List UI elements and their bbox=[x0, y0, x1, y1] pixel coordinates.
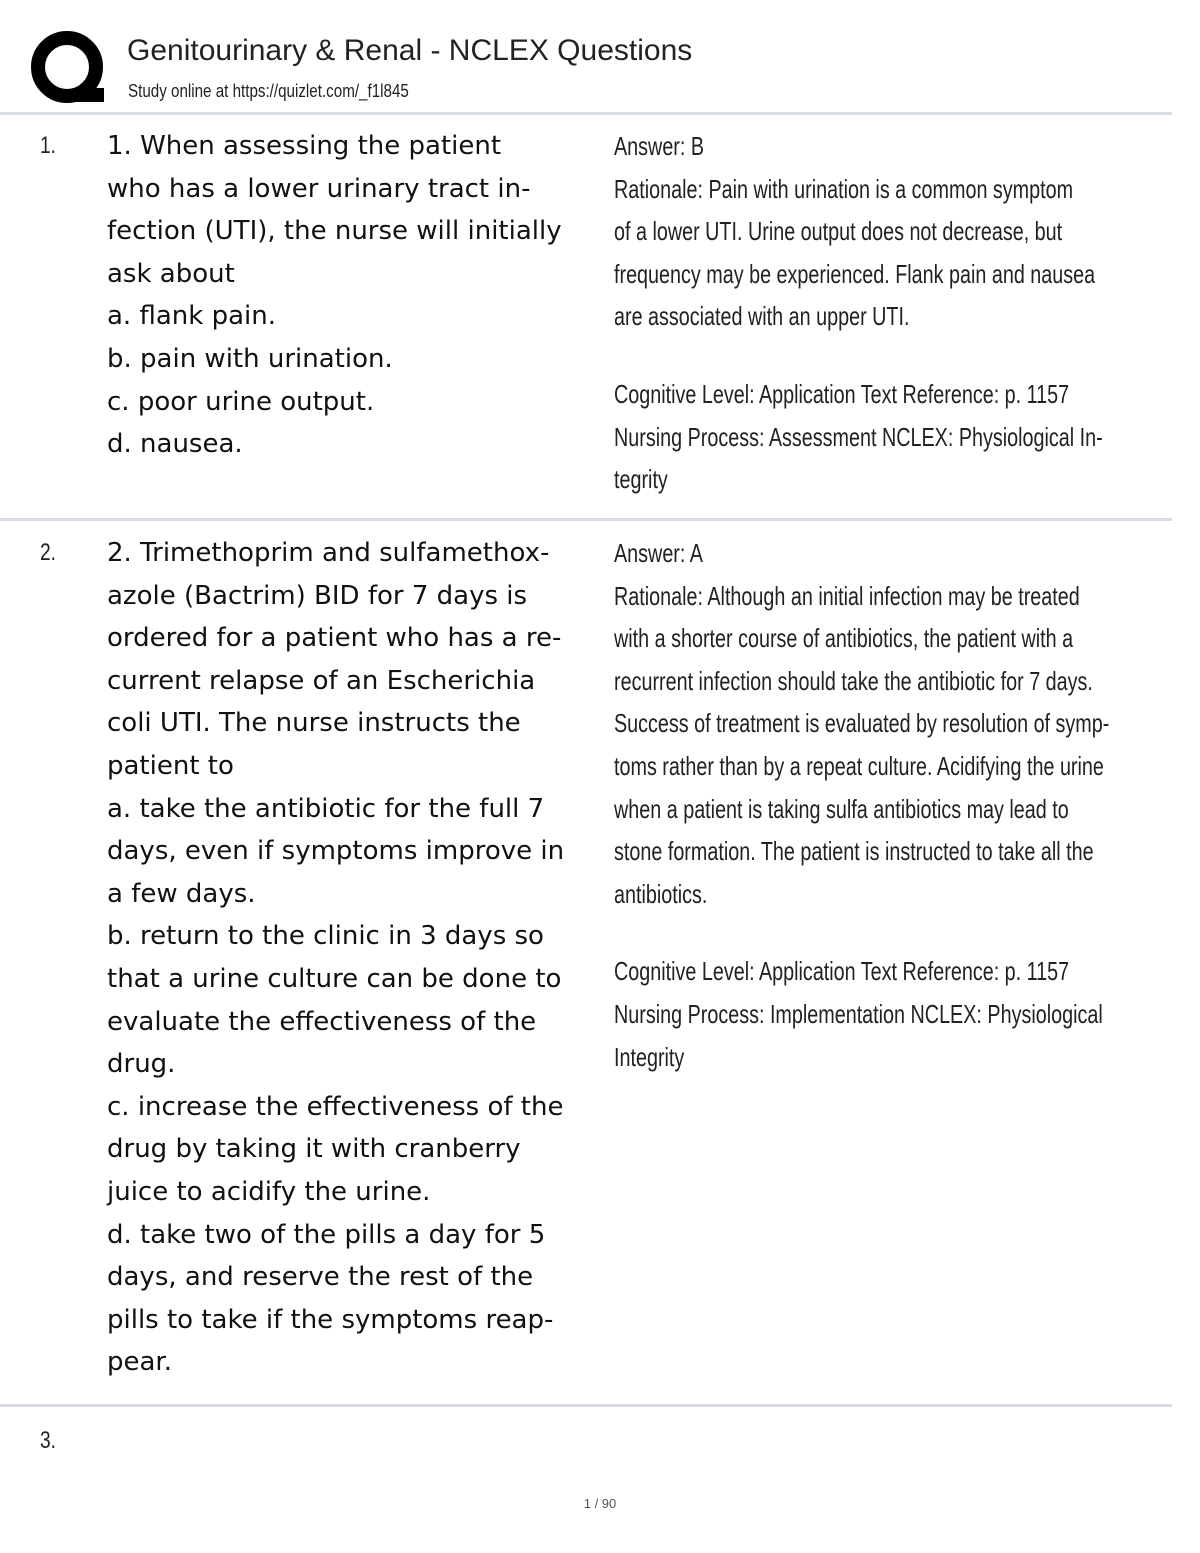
answer-section bbox=[614, 532, 1146, 1078]
text-line: b. pain with urination. bbox=[107, 343, 393, 374]
text-line: of a lower UTI. Urine output does not decrease, but bbox=[614, 216, 1063, 247]
reference-meta bbox=[614, 950, 1146, 1078]
question-text bbox=[107, 125, 612, 466]
text-line: recurrent infection should take the antibiotic for 7 days. bbox=[614, 665, 1093, 696]
text-line: Cognitive Level: Application Text Reference: p. 1157 bbox=[614, 956, 1070, 987]
text-line: Nursing Process: Assessment NCLEX: Physiological In- bbox=[614, 421, 1103, 452]
rationale-text bbox=[614, 575, 1146, 916]
text-line: azole (Bactrim) BID for 7 days is bbox=[107, 580, 528, 611]
quizlet-logo-icon bbox=[30, 30, 106, 106]
text-line: c. increase the effectiveness of the bbox=[107, 1091, 564, 1122]
text-line: d. take two of the pills a day for 5 bbox=[107, 1219, 546, 1250]
text-line: drug. bbox=[107, 1049, 176, 1080]
text-line: d. nausea. bbox=[107, 429, 243, 460]
text-line: stone formation. The patient is instructed to take all the bbox=[614, 836, 1094, 867]
text-line: ask about bbox=[107, 258, 235, 289]
text-line: Cognitive Level: Application Text Reference: p. 1157 bbox=[614, 378, 1070, 409]
reference-meta bbox=[614, 373, 1146, 501]
flashcard-2 bbox=[0, 532, 1200, 1392]
answer-section bbox=[614, 125, 1146, 501]
text-line: patient to bbox=[107, 750, 234, 781]
divider bbox=[0, 518, 1172, 521]
flashcard-3 bbox=[0, 1420, 1200, 1470]
text-line: current relapse of an Escherichia bbox=[107, 665, 536, 696]
text-line: are associated with an upper UTI. bbox=[614, 301, 910, 332]
text-line: Integrity bbox=[614, 1041, 685, 1072]
text-line: a. flank pain. bbox=[107, 301, 276, 332]
text-line: pear. bbox=[107, 1347, 172, 1378]
text-line: drug by taking it with cranberry bbox=[107, 1134, 521, 1165]
answer-label: Answer: A bbox=[614, 538, 703, 568]
text-line: Rationale: Although an initial infection may be treated bbox=[614, 580, 1080, 611]
card-number: 2. bbox=[40, 539, 57, 566]
text-line: Success of treatment is evaluated by resolution of symp- bbox=[614, 708, 1110, 739]
card-number: 3. bbox=[40, 1427, 57, 1454]
text-line: ordered for a patient who has a re- bbox=[107, 623, 562, 654]
text-line: that a urine culture can be done to bbox=[107, 963, 562, 994]
divider bbox=[0, 1404, 1172, 1407]
text-line: with a shorter course of antibiotics, the patient with a bbox=[614, 623, 1074, 654]
document-title: Genitourinary & Renal - NCLEX Questions bbox=[127, 34, 693, 67]
text-line: c. poor urine output. bbox=[107, 386, 375, 417]
text-line: fection (UTI), the nurse will initially bbox=[107, 216, 562, 247]
text-line: who has a lower urinary tract in- bbox=[107, 173, 531, 204]
text-line: toms rather than by a repeat culture. Acidifying the urine bbox=[614, 750, 1104, 781]
text-line: evaluate the effectiveness of the bbox=[107, 1006, 537, 1037]
document-header bbox=[30, 30, 1172, 114]
text-line: 1. When assessing the patient bbox=[107, 131, 502, 161]
divider bbox=[0, 112, 1172, 115]
text-line: days, even if symptoms improve in bbox=[107, 836, 565, 867]
rationale-text bbox=[614, 168, 1146, 338]
text-line: a few days. bbox=[107, 878, 256, 909]
page-indicator: 1 / 90 bbox=[583, 1496, 617, 1511]
flashcard-1 bbox=[0, 125, 1200, 505]
text-line: 2. Trimethoprim and sulfamethox- bbox=[107, 538, 550, 568]
text-line: Rationale: Pain with urination is a common symptom bbox=[614, 173, 1074, 204]
text-line: frequency may be experienced. Flank pain and nausea bbox=[614, 258, 1096, 289]
text-line: coli UTI. The nurse instructs the bbox=[107, 708, 521, 739]
study-online-link[interactable]: Study online at https://quizlet.com/_f1l845 bbox=[128, 80, 409, 101]
text-line: a. take the antibiotic for the full 7 bbox=[107, 793, 545, 824]
text-line: b. return to the clinic in 3 days so bbox=[107, 921, 544, 952]
card-number: 1. bbox=[40, 132, 57, 159]
text-line: pills to take if the symptoms reap- bbox=[107, 1304, 554, 1335]
answer-label: Answer: B bbox=[614, 131, 705, 161]
text-line: days, and reserve the rest of the bbox=[107, 1262, 534, 1293]
text-line: Nursing Process: Implementation NCLEX: Physiological bbox=[614, 998, 1103, 1029]
text-line: tegrity bbox=[614, 464, 668, 495]
text-line: juice to acidify the urine. bbox=[107, 1176, 431, 1207]
question-text bbox=[107, 532, 612, 1384]
text-line: antibiotics. bbox=[614, 878, 708, 909]
text-line: when a patient is taking sulfa antibiotics may lead to bbox=[614, 793, 1069, 824]
